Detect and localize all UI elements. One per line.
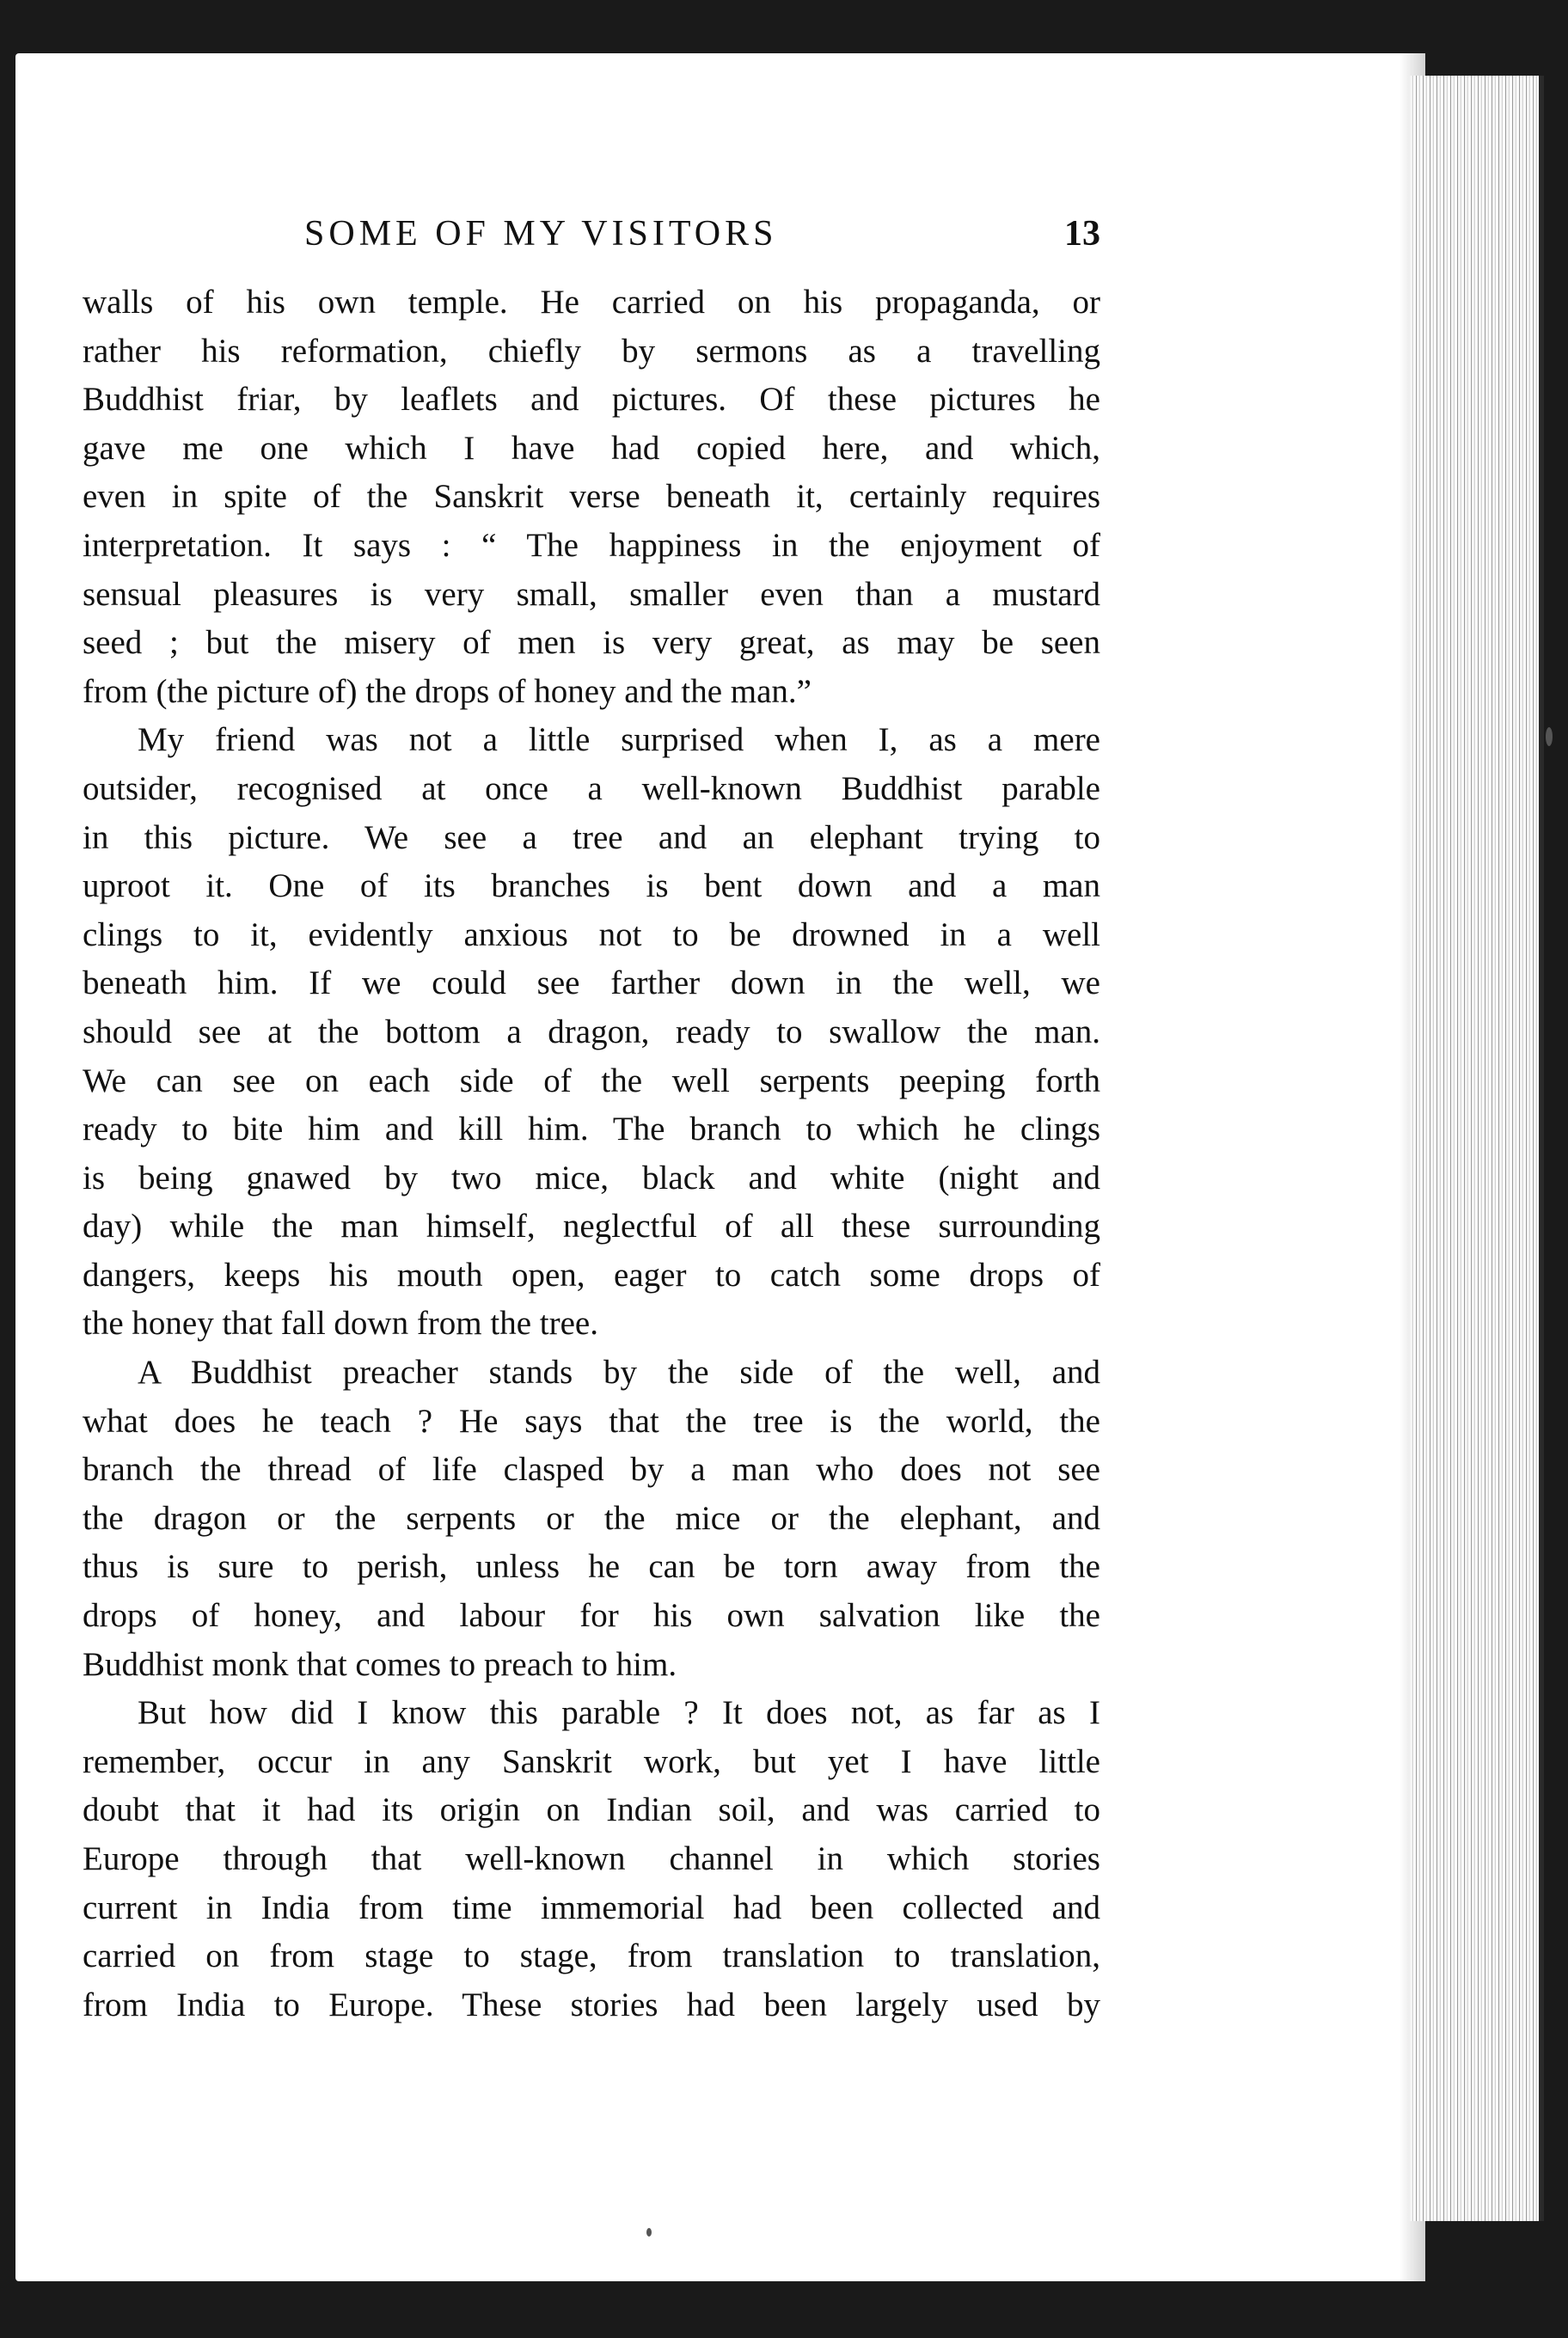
text-line: walls of his own temple. He carried on his propaganda, or (83, 284, 1100, 321)
text-line: what does he teach ? He says that the tree is the world, the (83, 1402, 1100, 1440)
text-line: should see at the bottom a dragon, ready to swallow the man. (83, 1013, 1100, 1050)
text-line: doubt that it had its origin on Indian soil, and was carried to (83, 1791, 1100, 1829)
text-line: drops of honey, and labour for his own salvation like the (83, 1597, 1100, 1635)
text-line: current in India from time immemorial had been collected and (83, 1888, 1100, 1926)
scan-speck (646, 2228, 652, 2237)
text-line: uproot it. One of its branches is bent down and a man (83, 867, 1100, 905)
text-line: in this picture. We see a tree and an elephant trying to (83, 818, 1100, 856)
scan-speck (1546, 727, 1553, 746)
text-line: Buddhist friar, by leaflets and pictures. Of these pictures he (83, 381, 1100, 419)
book-page-edges (1410, 76, 1544, 2221)
text-line: But how did I know this parable ? It does not, as far as I (138, 1694, 1100, 1732)
text-line: beneath him. If we could see farther down in the well, we (83, 964, 1100, 1002)
page-number: 13 (1064, 214, 1100, 254)
text-line: the honey that fall down from the tree. (83, 1305, 598, 1343)
text-line: remember, occur in any Sanskrit work, but yet I have little (83, 1742, 1100, 1780)
text-line: from India to Europe. These stories had been largely used by (83, 1986, 1100, 2023)
text-line: from (the picture of) the drops of honey and the man.” (83, 672, 812, 710)
text-line: sensual pleasures is very small, smaller even than a mustard (83, 575, 1100, 613)
text-line: Buddhist monk that comes to preach to him. (83, 1645, 677, 1683)
text-line: dangers, keeps his mouth open, eager to catch some drops of (83, 1256, 1100, 1294)
text-line: My friend was not a little surprised when I, as a mere (138, 721, 1100, 759)
text-line: outsider, recognised at once a well-known Buddhist parable (83, 769, 1100, 807)
text-line: rather his reformation, chiefly by sermons as a travelling (83, 332, 1100, 370)
text-line: day) while the man himself, neglectful of all these surrounding (83, 1208, 1100, 1246)
text-line: ready to bite him and kill him. The branch to which he clings (83, 1111, 1100, 1148)
page-header (83, 213, 1100, 261)
text-line: gave me one which I have had copied here, and which, (83, 429, 1100, 467)
body-text (83, 278, 1100, 2029)
running-title: SOME OF MY VISITORS (304, 214, 778, 254)
text-line: the dragon or the serpents or the mice or the elephant, and (83, 1499, 1100, 1537)
text-line: thus is sure to perish, unless he can be torn away from the (83, 1548, 1100, 1586)
text-line: branch the thread of life clasped by a man who does not see (83, 1451, 1100, 1489)
text-line: clings to it, evidently anxious not to be drowned in a well (83, 915, 1100, 953)
text-line: A Buddhist preacher stands by the side of the well, and (138, 1354, 1100, 1392)
text-line: is being gnawed by two mice, black and white (night and (83, 1159, 1100, 1197)
text-line: seed ; but the misery of men is very great, as may be seen (83, 624, 1100, 662)
text-line: We can see on each side of the well serpents peeping forth (83, 1062, 1100, 1099)
text-line: carried on from stage to stage, from translation to translation, (83, 1937, 1100, 1975)
text-line: even in spite of the Sanskrit verse beneath it, certainly requires (83, 478, 1100, 516)
text-line: Europe through that well-known channel in which stories (83, 1840, 1100, 1877)
text-line: interpretation. It says : “ The happiness in the enjoyment of (83, 526, 1100, 564)
